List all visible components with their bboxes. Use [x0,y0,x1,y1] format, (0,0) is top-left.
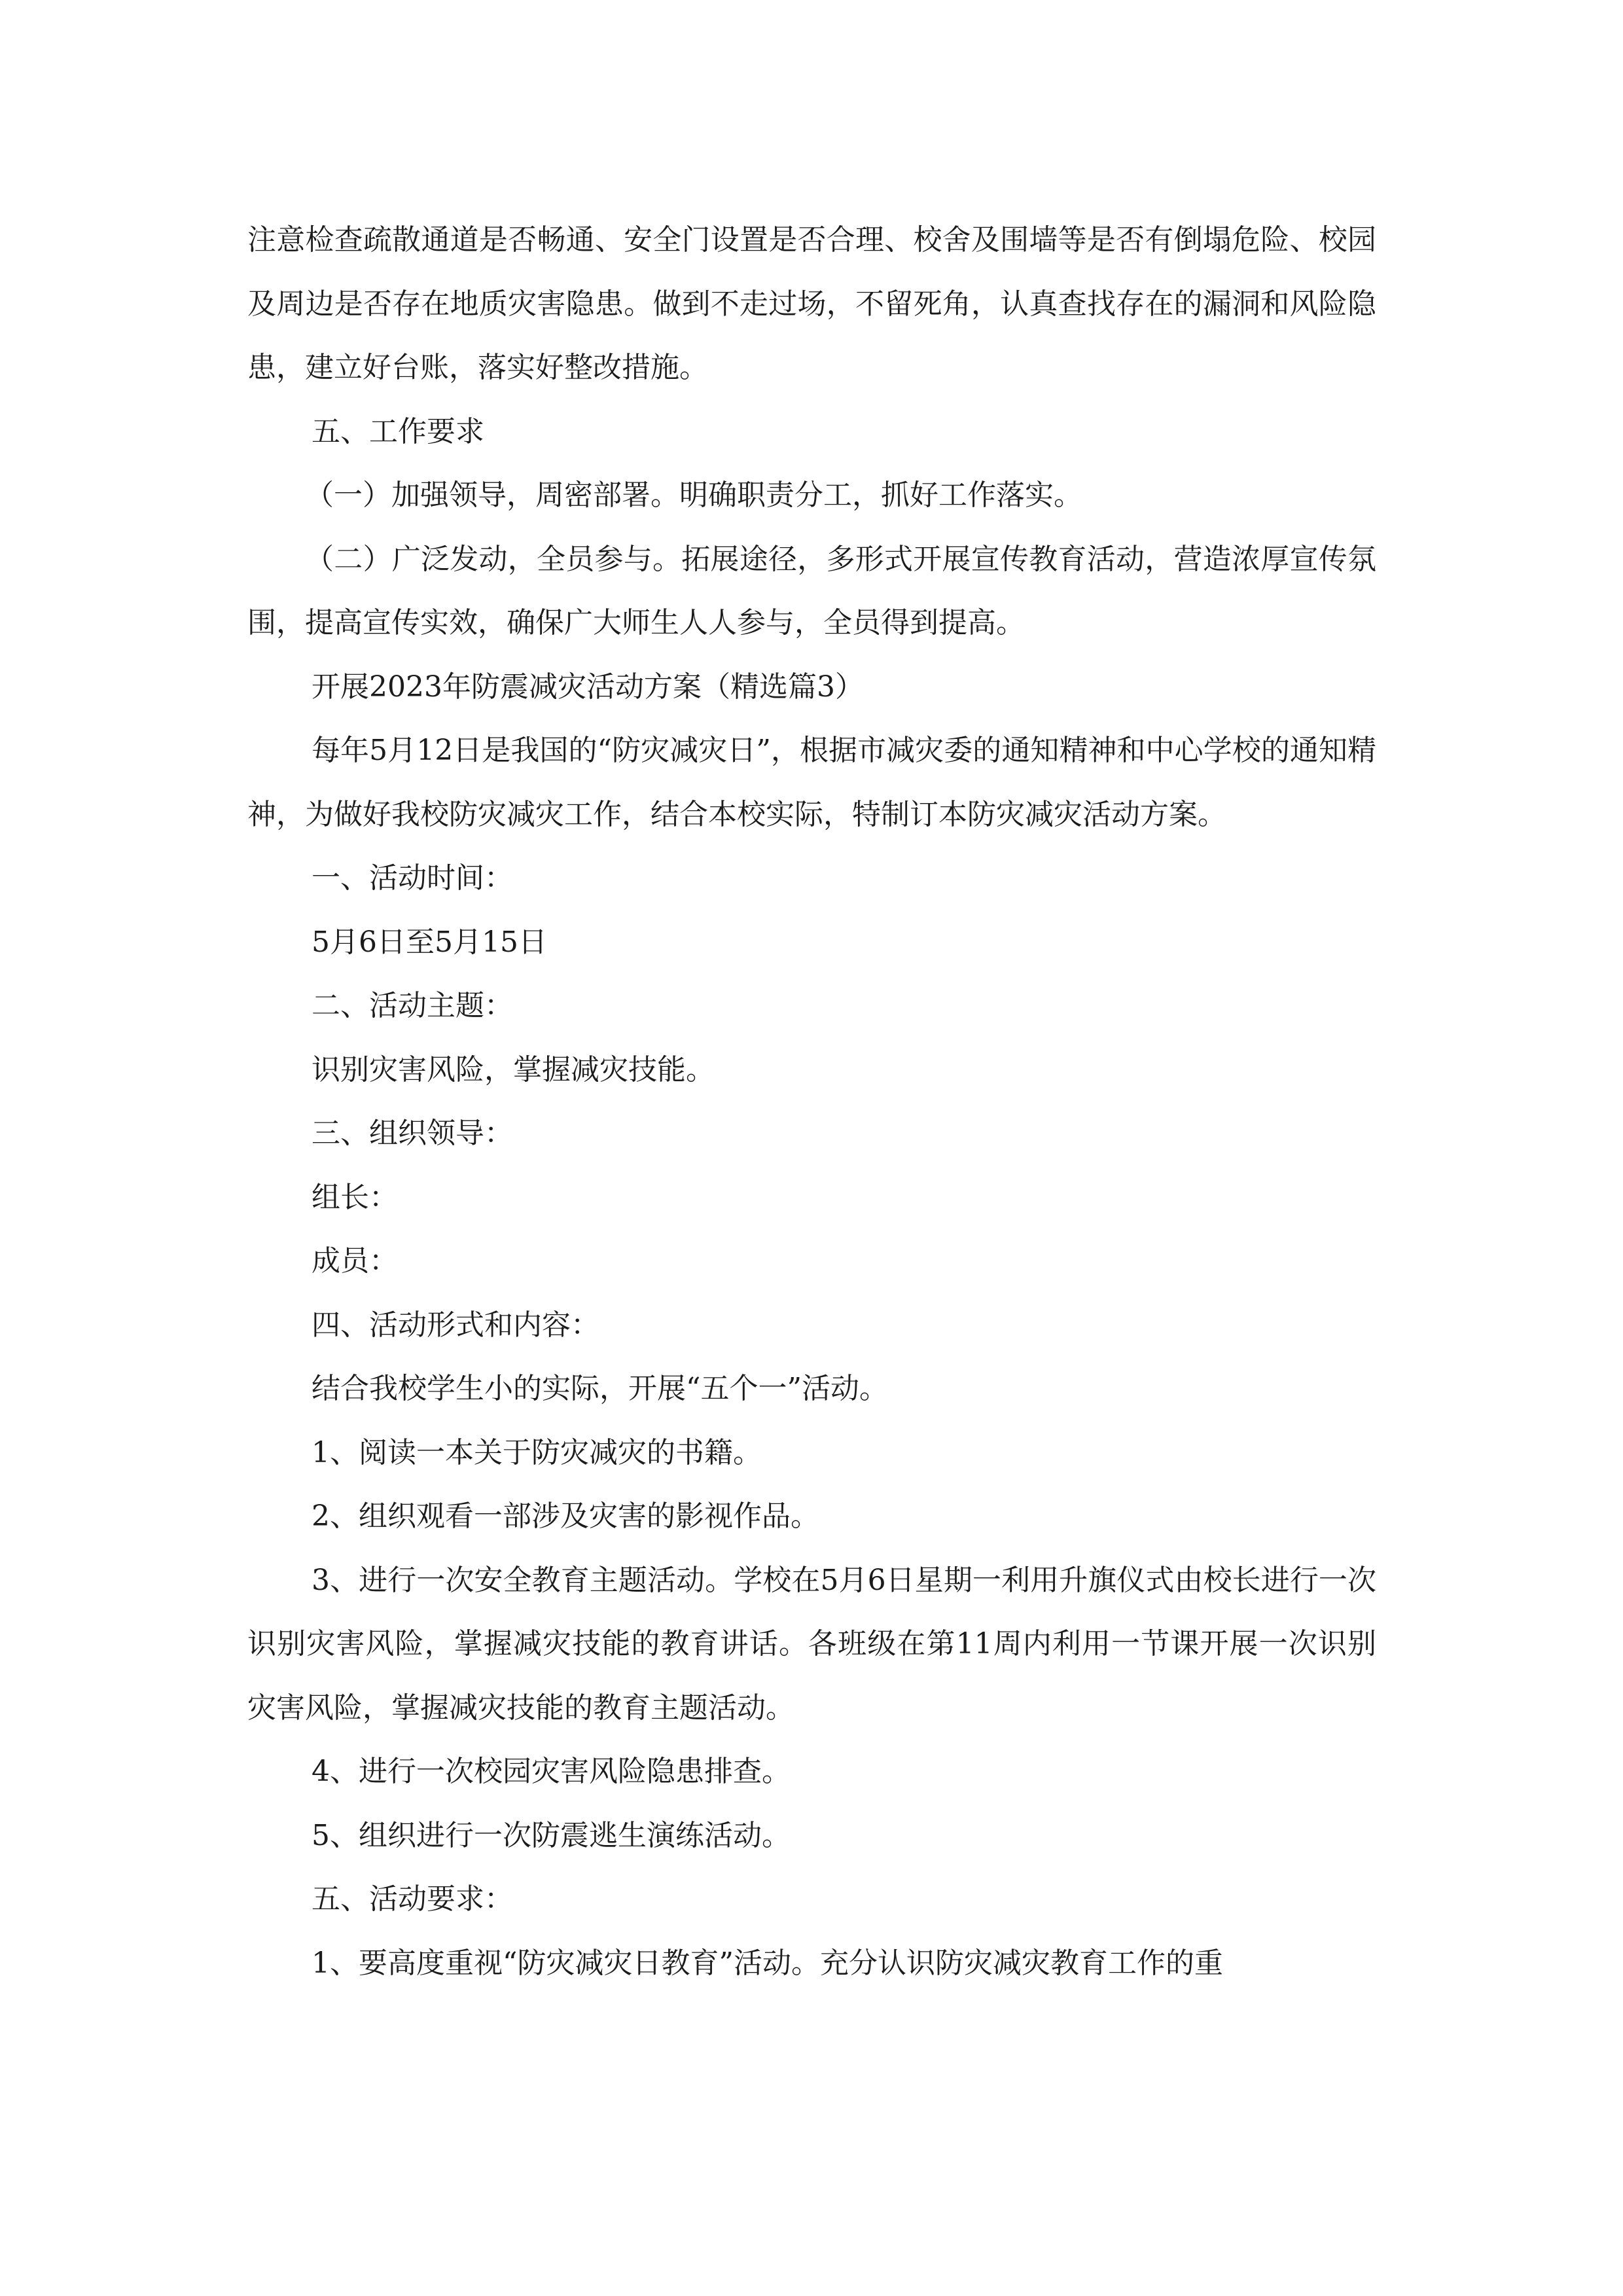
paragraph-requirement-1: （一）加强领导，周密部署。明确职责分工，抓好工作落实。 [305,478,1082,512]
section-heading-activity-form: 四、活动形式和内容： [312,1308,599,1342]
section-heading-work-requirements: 五、工作要求 [312,414,484,448]
paragraph-requirement-2: （二）广泛发动，全员参与。拓展途径，多形式开展宣传教育活动，营造浓厚宣传氛围，提高宣传实效，确保广大师生人人参与，全员得到提高。 [247,542,1376,639]
section-heading-activity-requirements: 五、活动要求： [312,1882,513,1916]
document-subtitle: 开展2023年防震减灾活动方案（精选篇3） [312,670,864,704]
section-heading-activity-theme: 二、活动主题： [312,989,513,1022]
section-heading-activity-time: 一、活动时间： [312,861,513,895]
paragraph-team-leader: 组长： [312,1180,398,1214]
list-item-3: 3、进行一次安全教育主题活动。学校在5月6日星期一利用升旗仪式由校长进行一次识别灾害风险，掌握减灾技能的教育讲话。各班级在第11周内利用一节课开展一次识别灾害风险，掌握减灾技能的教育主题活动。 [247,1563,1376,1725]
list-item-4: 4、进行一次校园灾害风险隐患排查。 [312,1755,791,1788]
document-body [247,208,1376,1995]
list-item-2: 2、组织观看一部涉及灾害的影视作品。 [312,1499,819,1533]
paragraph-activity-theme: 识别灾害风险，掌握减灾技能。 [312,1052,715,1086]
paragraph-team-members: 成员： [312,1244,398,1278]
paragraph-continuation: 注意检查疏散通道是否畅通、安全门设置是否合理、校舍及围墙等是否有倒塌危险、校园及周边是否存在地质灾害隐患。做到不走过场，不留死角，认真查找存在的漏洞和风险隐患，建立好台账，落实好整改措施。 [247,223,1376,384]
list-item-5: 5、组织进行一次防震逃生演练活动。 [312,1818,791,1852]
paragraph-activity-form: 结合我校学生小的实际，开展“五个一”活动。 [312,1372,888,1405]
section-heading-organization: 三、组织领导： [312,1117,513,1150]
paragraph-requirement-item-1: 1、要高度重视“防灾减灾日教育”活动。充分认识防灾减灾教育工作的重 [312,1946,1223,1980]
list-item-1: 1、阅读一本关于防灾减灾的书籍。 [312,1435,762,1469]
paragraph-activity-time: 5月6日至5月15日 [312,925,547,959]
paragraph-intro: 每年5月12日是我国的“防灾减灾日”，根据市减灾委的通知精神和中心学校的通知精神，为做好我校防灾减灾工作，结合本校实际，特制订本防灾减灾活动方案。 [247,734,1376,831]
